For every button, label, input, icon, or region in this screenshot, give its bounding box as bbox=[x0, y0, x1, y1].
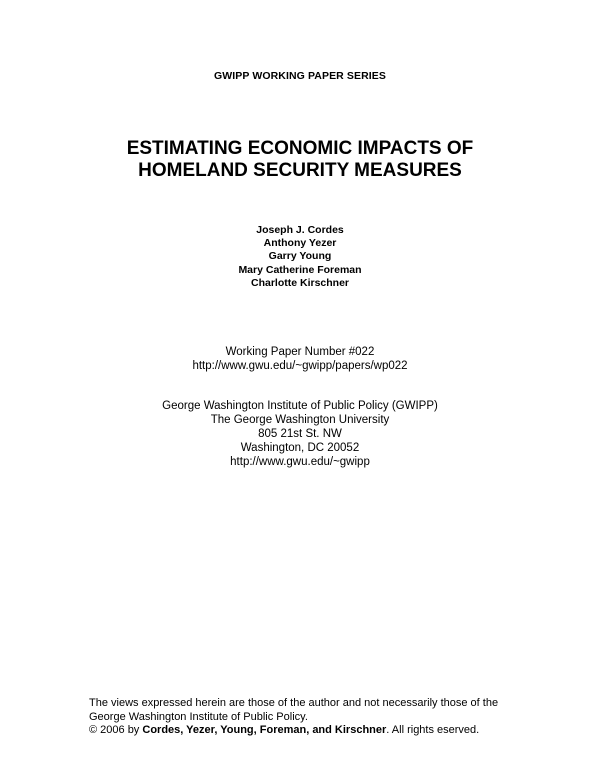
university-name: The George Washington University bbox=[210, 414, 390, 426]
copyright-suffix: . All rights eserved. bbox=[386, 724, 480, 736]
author: Anthony Yezer bbox=[263, 237, 337, 250]
author: Joseph J. Cordes bbox=[256, 224, 344, 236]
institute-address bbox=[0, 399, 600, 469]
institute-name: George Washington Institute of Public Policy (GWIPP) bbox=[162, 400, 438, 412]
copyright-prefix: © 2006 by bbox=[89, 724, 143, 736]
author: Charlotte Kirschner bbox=[250, 276, 350, 289]
paper-title-line-2: HOMELAND SECURITY MEASURES bbox=[138, 160, 462, 181]
series-label: GWIPP WORKING PAPER SERIES bbox=[214, 70, 386, 82]
paper-title bbox=[0, 138, 600, 182]
copyright-line bbox=[89, 724, 569, 738]
disclaimer-line-2: George Washington Institute of Public Policy. bbox=[89, 710, 308, 723]
author-list bbox=[0, 224, 600, 290]
disclaimer-line-1: The views expressed herein are those of the author and not necessarily those of the bbox=[89, 697, 499, 709]
copyright-holders: Cordes, Yezer, Young, Foreman, and Kirschner bbox=[142, 724, 387, 736]
paper-title-line-1: ESTIMATING ECONOMIC IMPACTS OF bbox=[126, 138, 474, 159]
footer-note bbox=[89, 697, 569, 738]
working-paper-info bbox=[0, 345, 600, 373]
institute-url: http://www.gwu.edu/~gwipp bbox=[230, 456, 370, 468]
street-address: 805 21st St. NW bbox=[258, 428, 342, 440]
author: Mary Catherine Foreman bbox=[238, 263, 362, 276]
working-paper-number: Working Paper Number #022 bbox=[225, 346, 375, 358]
working-paper-url: http://www.gwu.edu/~gwipp/papers/wp022 bbox=[192, 360, 408, 372]
author: Garry Young bbox=[268, 250, 332, 263]
city-address: Washington, DC 20052 bbox=[240, 442, 360, 454]
